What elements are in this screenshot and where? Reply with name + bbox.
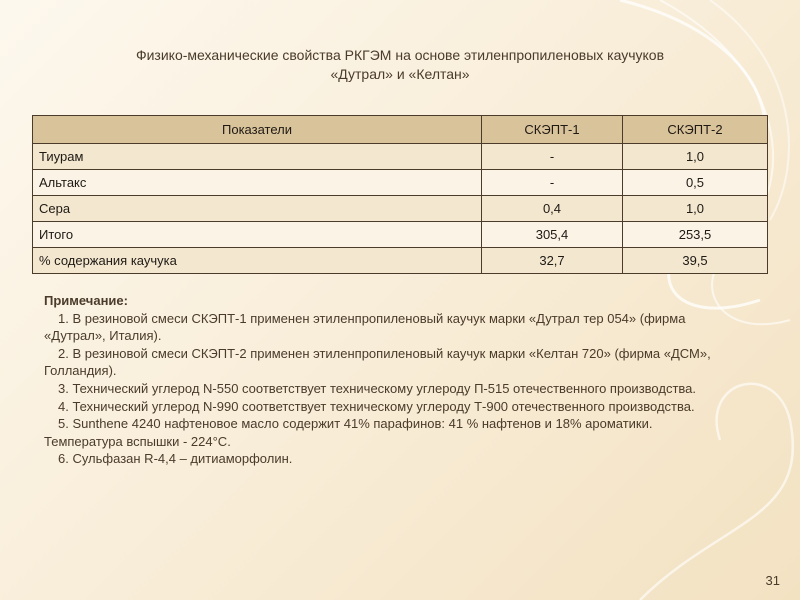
cell-skept-1: 0,4	[482, 196, 623, 222]
column-header-skept-1: СКЭПТ-1	[482, 116, 623, 144]
notes-heading: Примечание:	[44, 293, 128, 308]
note-item: 6. Сульфазан R-4,4 – дитиаморфолин.	[58, 451, 293, 467]
row-label: % содержания каучука	[33, 248, 482, 274]
table-row	[33, 222, 768, 248]
slide-title	[60, 46, 740, 84]
table-row	[33, 144, 768, 170]
note-item: 3. Технический углерод N-550 соответствует техническому углероду П-515 отечественного производства.	[58, 380, 696, 396]
cell-skept-2: 39,5	[623, 248, 768, 274]
notes-block	[44, 292, 734, 468]
column-header-skept-2: СКЭПТ-2	[623, 116, 768, 144]
row-label: Итого	[33, 222, 482, 248]
title-line-1: Физико-механические свойства РКГЭМ на основе этиленпропиленовых каучуков	[135, 47, 665, 63]
table-row	[33, 248, 768, 274]
row-label: Тиурам	[33, 144, 482, 170]
note-item: 1. В резиновой смеси СКЭПТ-1 применен этиленпропиленовый каучук марки «Дутрал тер 054» (фирма «Дутрал», Италия).	[44, 310, 686, 344]
title-line-2: «Дутрал» и «Келтан»	[330, 66, 470, 82]
cell-skept-2: 1,0	[623, 144, 768, 170]
row-label: Альтакс	[33, 170, 482, 196]
column-header-indicators: Показатели	[33, 116, 482, 144]
table-header-row	[33, 116, 768, 144]
cell-skept-1: -	[482, 170, 623, 196]
table-row	[33, 196, 768, 222]
cell-skept-1: 305,4	[482, 222, 623, 248]
note-item: 2. В резиновой смеси СКЭПТ-2 применен этиленпропиленовый каучук марки «Келтан 720» (фирма «ДСМ», Голландия).	[44, 345, 711, 379]
cell-skept-2: 253,5	[623, 222, 768, 248]
cell-skept-1: -	[482, 144, 623, 170]
table-row	[33, 170, 768, 196]
note-item: 4. Технический углерод N-990 соответствует техническому углероду Т-900 отечественного производства.	[58, 398, 695, 414]
cell-skept-1: 32,7	[482, 248, 623, 274]
cell-skept-2: 1,0	[623, 196, 768, 222]
row-label: Сера	[33, 196, 482, 222]
note-item: 5. Sunthene 4240 нафтеновое масло содержит 41% парафинов: 41 % нафтенов и 18% ароматики. Температура вспышки - 224°С.	[44, 416, 653, 449]
page-number: 31	[765, 573, 780, 588]
properties-table	[32, 115, 768, 274]
cell-skept-2: 0,5	[623, 170, 768, 196]
